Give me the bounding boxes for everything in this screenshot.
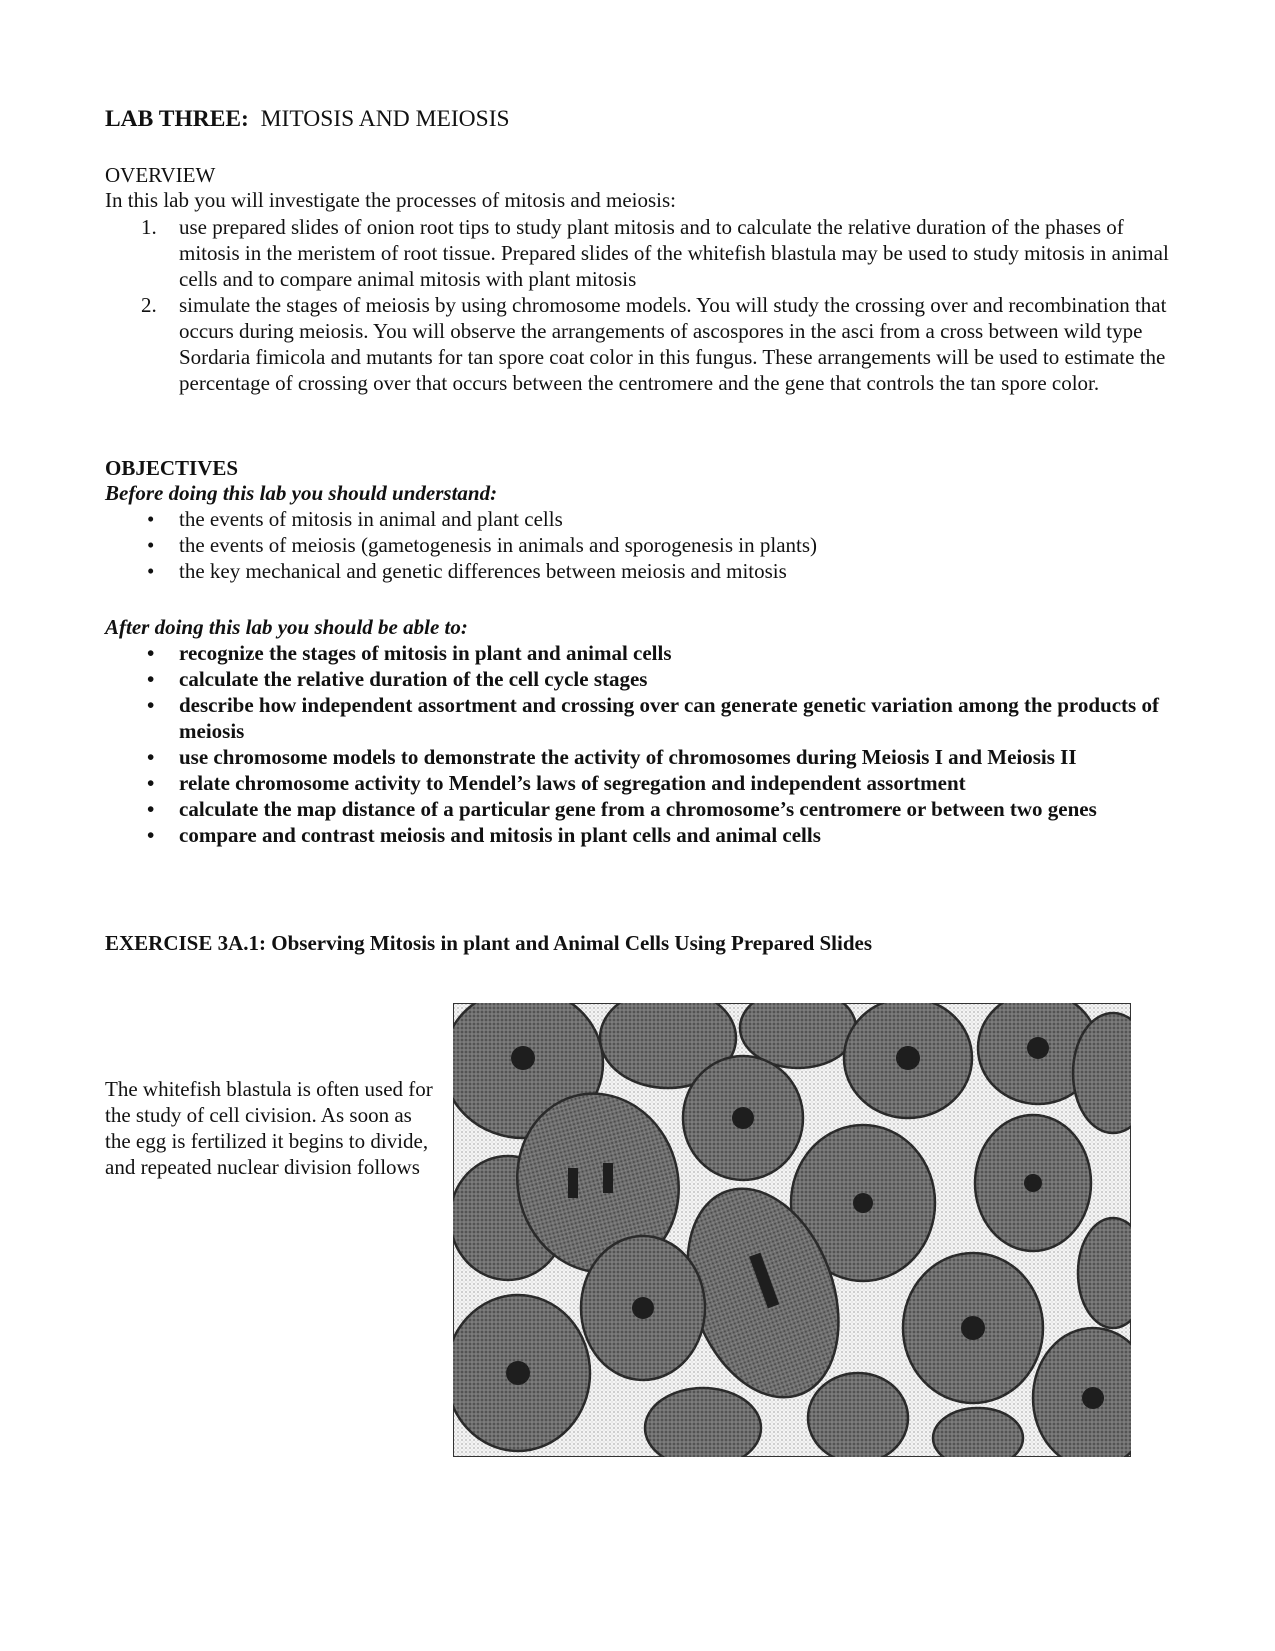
list-item-text: calculate the map distance of a particular gene from a chromosome’s centromere or between two genes <box>179 797 1097 821</box>
list-item <box>105 558 1185 584</box>
cell <box>808 1373 908 1457</box>
title-rest: MITOSIS AND MEIOSIS <box>260 106 510 132</box>
list-item <box>105 666 1185 692</box>
item-number: 2. <box>141 293 157 317</box>
cell <box>645 1388 761 1457</box>
list-item <box>105 532 1185 558</box>
overview-list <box>105 214 1185 396</box>
bullet-icon: • <box>147 823 155 847</box>
blastula-illustration <box>453 1003 1131 1457</box>
overview-heading: OVERVIEW <box>105 163 216 187</box>
list-item <box>105 506 1185 532</box>
bullet-icon: • <box>147 667 155 691</box>
list-item <box>105 770 1185 796</box>
list-item <box>105 796 1185 822</box>
item-text: use prepared slides of onion root tips to study plant mitosis and to calculate the relative duration of the phases of mitosis in the meristem of root tissue. Prepared slides of the whitefish blastula may be used to study mitosis in animal cells and to compare animal mitosis with plant mitosis <box>179 215 1169 291</box>
figure-caption: The whitefish blastula is often used for the study of cell civision. As soon as the egg is fertilized it begins to divide, and repeated nuclear division follows <box>105 1077 433 1179</box>
cell <box>933 1408 1023 1457</box>
list-item-text: the events of mitosis in animal and plant cells <box>179 507 563 531</box>
objectives-heading: OBJECTIVES <box>105 456 239 480</box>
after-list <box>105 640 1185 848</box>
list-item-text: describe how independent assortment and crossing over can generate genetic variation among the products of meiosis <box>179 693 1159 743</box>
list-item-text: the events of meiosis (gametogenesis in animals and sporogenesis in plants) <box>179 533 818 557</box>
overview-item <box>105 292 1185 396</box>
list-item-text: calculate the relative duration of the cell cycle stages <box>179 667 648 691</box>
exercise-heading: EXERCISE 3A.1: Observing Mitosis in plant and Animal Cells Using Prepared Slides <box>105 931 873 955</box>
overview-intro: In this lab you will investigate the processes of mitosis and meiosis: <box>105 188 677 212</box>
before-heading: Before doing this lab you should understand: <box>105 481 498 505</box>
bullet-icon: • <box>147 533 155 557</box>
title-bold: LAB THREE: <box>105 106 249 132</box>
page-title <box>105 104 510 134</box>
list-item-text: compare and contrast meiosis and mitosis in plant cells and animal cells <box>179 823 821 847</box>
list-item <box>105 692 1185 744</box>
blastula-micrograph <box>453 1003 1131 1457</box>
bullet-icon: • <box>147 693 155 717</box>
list-item-text: the key mechanical and genetic differences between meiosis and mitosis <box>179 559 787 583</box>
list-item-text: relate chromosome activity to Mendel’s laws of segregation and independent assortment <box>179 771 966 795</box>
list-item <box>105 744 1185 770</box>
bullet-icon: • <box>147 641 155 665</box>
overview-item <box>105 214 1185 292</box>
list-item <box>105 822 1185 848</box>
before-list <box>105 506 1185 584</box>
bullet-icon: • <box>147 771 155 795</box>
bullet-icon: • <box>147 745 155 769</box>
item-number: 1. <box>141 215 157 239</box>
bullet-icon: • <box>147 507 155 531</box>
list-item-text: use chromosome models to demonstrate the activity of chromosomes during Meiosis I and Meiosis II <box>179 745 1077 769</box>
list-item <box>105 640 1185 666</box>
item-text: simulate the stages of meiosis by using chromosome models. You will study the crossing over and recombination that occurs during meiosis. You will observe the arrangements of ascospores in the asci from a cross between wild type Sordaria fimicola and mutants for tan spore coat color in this fungus. These arrangements will be used to estimate the percentage of crossing over that occurs between the centromere and the gene that controls the tan spore color. <box>179 293 1167 395</box>
bullet-icon: • <box>147 797 155 821</box>
list-item-text: recognize the stages of mitosis in plant and animal cells <box>179 641 672 665</box>
after-heading: After doing this lab you should be able to: <box>105 615 468 639</box>
bullet-icon: • <box>147 559 155 583</box>
